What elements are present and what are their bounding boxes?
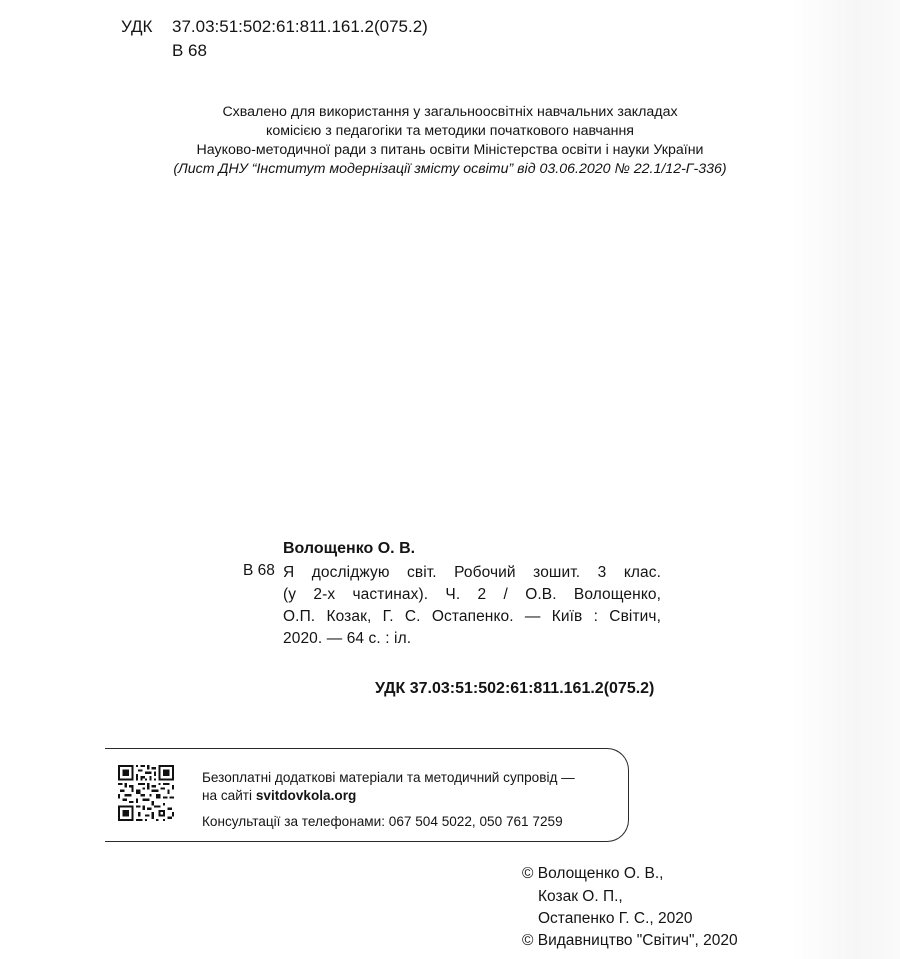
catalog-author: Волощенко О. В. — [283, 540, 416, 557]
copyright-line-1: © Волощенко О. В., — [522, 865, 664, 882]
site-link[interactable]: svitdovkola.org — [255, 788, 357, 803]
info-site-line — [202, 788, 356, 803]
info-phones-text: Консультації за телефонами: 067 504 5022, 050 761 7259 — [202, 814, 563, 829]
catalog-index: В 68 — [243, 562, 275, 579]
approval-line-1: Схвалено для використання у загальноосвітніх навчальних закладах — [222, 104, 678, 120]
catalog-udk: УДК 37.03:51:502:61:811.161.2(075.2) — [375, 680, 655, 697]
approval-statement — [160, 103, 740, 179]
qr-code-icon[interactable] — [118, 765, 174, 821]
catalog-line-4: 2020. — 64 с. : іл. — [283, 630, 412, 647]
copyright-line-2: Козак О. П., — [538, 888, 623, 905]
catalog-line-1: Я досліджую світ. Робочий зошит. 3 клас. — [283, 564, 661, 581]
udk-label: УДК — [121, 17, 153, 36]
info-site-prefix: на сайті — [202, 788, 256, 803]
copyright-line-3: Остапенко Г. С., 2020 — [538, 910, 693, 927]
approval-line-2: комісією з педагогіки та методики початкового навчання — [265, 123, 634, 139]
catalog-line-2: (у 2-х частинах). Ч. 2 / О.В. Волощенко, — [283, 586, 661, 603]
info-materials-text: Безоплатні додаткові матеріали та методичний супровід — — [202, 770, 575, 785]
approval-letter: (Лист ДНУ “Інститут модернізації змісту освіти” від 03.06.2020 № 22.1/12-Г-336) — [173, 161, 727, 177]
catalog-description — [283, 562, 661, 650]
catalog-line-3: О.П. Козак, Г. С. Остапенко. — Київ : Світич, — [283, 608, 661, 625]
scan-shadow — [790, 0, 900, 959]
author-index: В 68 — [172, 41, 207, 60]
copyright-publisher: © Видавництво "Світич", 2020 — [522, 932, 738, 949]
approval-line-3: Науково-методичної ради з питань освіти Міністерства освіти і науки України — [196, 142, 704, 158]
udk-code: 37.03:51:502:61:811.161.2(075.2) — [172, 17, 428, 36]
